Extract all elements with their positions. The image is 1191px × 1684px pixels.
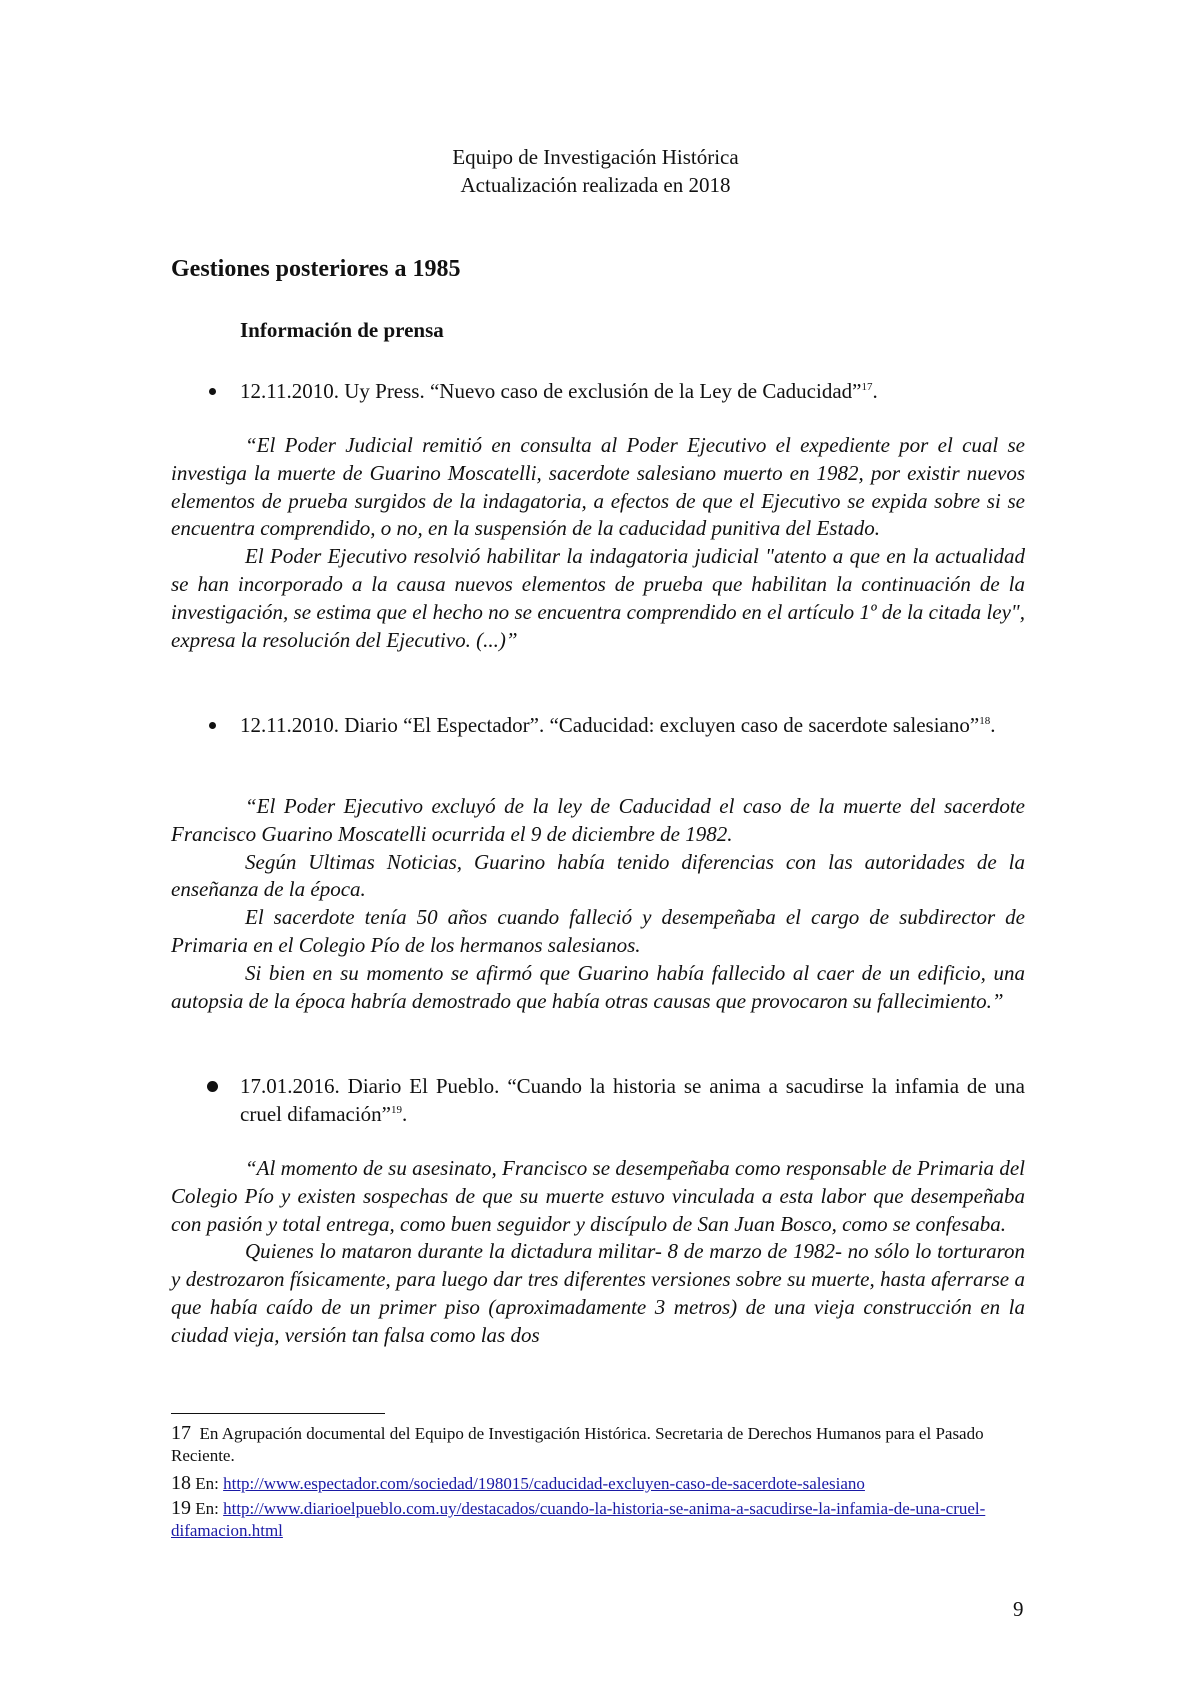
footnote-17 (171, 1422, 1025, 1467)
quote-paragraph: “Al momento de su asesinato, Francisco se desempeñaba como responsable de Primaria del Colegio Pío y existen sospechas de que su muerte estuvo vinculada a esta labor que desempeñaba con pasión y total entrega, como buen seguidor y discípulo de San Juan Bosco, como se confesaba. (171, 1156, 1025, 1236)
footnote-ref-17[interactable]: 17 (861, 381, 873, 393)
quote-paragraph: Si bien en su momento se afirmó que Guarino había fallecido al caer de un edificio, una autopsia de la época habría demostrado que había otras causas que provocaron su fallecimiento.” (171, 960, 1025, 1013)
footnote-number: 19 (171, 1497, 191, 1519)
footnote-18 (171, 1472, 1025, 1495)
page-number: 9 (1013, 1597, 1024, 1621)
press-quote-3 (171, 1155, 1025, 1350)
header-line-2: Actualización realizada en 2018 (460, 173, 731, 197)
header-line-1: Equipo de Investigación Histórica (452, 145, 739, 169)
footnote-19 (171, 1497, 1025, 1542)
entry-citation: 12.11.2010. Diario “El Espectador”. “Caducidad: excluyen caso de sacerdote salesiano”$^{18}$. (240, 713, 996, 737)
press-entry-3 (171, 1072, 1025, 1128)
press-entry-2 (171, 711, 1025, 739)
footnote-prefix: En: (195, 1499, 224, 1518)
document-header (0, 143, 1191, 199)
footnote-ref-19[interactable]: 19 (391, 1104, 402, 1116)
footnote-divider (171, 1413, 385, 1414)
subsection-title: Información de prensa (240, 318, 444, 342)
bullet-icon (207, 1081, 218, 1092)
footnote-ref-18[interactable]: 18 (979, 715, 991, 727)
press-quote-1 (171, 432, 1025, 654)
section-title: Gestiones posteriores a 1985 (171, 256, 461, 282)
quote-paragraph: “El Poder Judicial remitió en consulta al Poder Ejecutivo el expediente por el cual se investiga la muerte de Guarino Moscatelli, sacerdote salesiano muerto en 1982, por existir nuevos elementos de prueba surgidos de la indagatoria, a efectos de que el Ejecutivo se expida sobre si se encuentra comprendido, o no, en la suspensión de la caducidad punitiva del Estado. (171, 433, 1025, 541)
quote-paragraph: Quienes lo mataron durante la dictadura militar- 8 de marzo de 1982- no sólo lo torturaron y destrozaron físicamente, para luego dar tres diferentes versiones sobre su muerte, hasta aferrarse a que había caído de un primer piso (aproximadamente 3 metros) de una vieja construcción en la ciudad vieja, versión tan falsa como las dos (171, 1239, 1025, 1347)
press-entry-1 (171, 377, 1025, 405)
press-quote-2 (171, 793, 1025, 1015)
footnote-number: 17 (171, 1422, 191, 1444)
quote-paragraph: El Poder Ejecutivo resolvió habilitar la indagatoria judicial "atento a que en la actualidad se han incorporado a la causa nuevos elementos de prueba que habilitan la continuación de la investigación, se estima que el hecho no se encuentra comprendido en el artículo 1º de la citada ley", expresa la resolución del Ejecutivo. (...)” (171, 544, 1025, 652)
footnote-prefix: En: (195, 1474, 224, 1493)
quote-paragraph: “El Poder Ejecutivo excluyó de la ley de Caducidad el caso de la muerte del sacerdote Francisco Guarino Moscatelli ocurrida el 9 de diciembre de 1982. (171, 794, 1025, 846)
footnote-text: En Agrupación documental del Equipo de Investigación Histórica. Secretaria de Derechos Humanos para el Pasado Reciente. (171, 1424, 984, 1465)
footnote-link-19[interactable]: http://www.diarioelpueblo.com.uy/destacados/cuando-la-historia-se-anima-a-sacudirse-la-infamia-de-una-cruel-difamacion.html (171, 1499, 986, 1540)
bullet-icon (209, 722, 216, 729)
entry-citation: 17.01.2016. Diario El Pueblo. “Cuando la historia se anima a sacudirse la infamia de una cruel difamación”$^{19}$. (240, 1074, 1025, 1126)
entry-citation: 12.11.2010. Uy Press. “Nuevo caso de exclusión de la Ley de Caducidad”$^{17}$. (240, 379, 878, 403)
quote-paragraph: El sacerdote tenía 50 años cuando falleció y desempeñaba el cargo de subdirector de Primaria en el Colegio Pío de los hermanos salesianos. (171, 905, 1025, 957)
bullet-icon (209, 388, 216, 395)
quote-paragraph: Según Ultimas Noticias, Guarino había tenido diferencias con las autoridades de la enseñanza de la época. (171, 849, 1025, 902)
footnote-link-18[interactable]: http://www.espectador.com/sociedad/198015/caducidad-excluyen-caso-de-sacerdote-salesiano (223, 1474, 865, 1493)
footnote-number: 18 (171, 1472, 191, 1494)
